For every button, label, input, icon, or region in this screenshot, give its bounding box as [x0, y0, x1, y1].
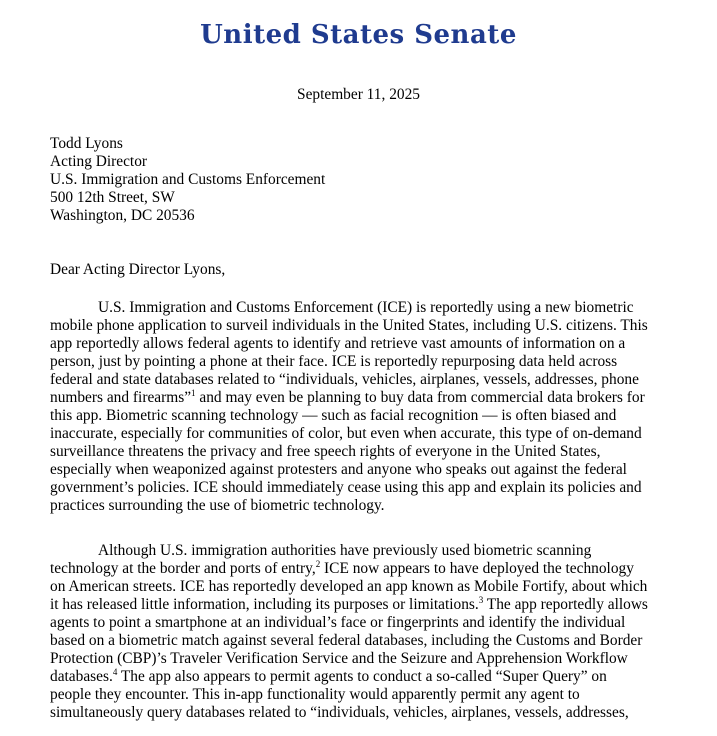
paragraph-2-line: based on a biometric match against several federal databases, including the Customs and Border: [50, 632, 643, 649]
recipient-name: Todd Lyons: [50, 135, 123, 152]
footnote-ref: 1: [191, 387, 196, 398]
paragraph-1-line: mobile phone application to surveil individuals in the United States, including U.S. citizens. This: [50, 317, 648, 334]
paragraph-2-text: databases.: [50, 668, 113, 685]
recipient-title: Acting Director: [50, 153, 148, 170]
paragraph-1-line: this app. Biometric scanning technology — such as facial recognition — is often biased and: [50, 407, 617, 424]
letterhead: United States Senate: [200, 20, 517, 50]
paragraph-1-line: surveillance threatens the privacy and free speech rights of everyone in the United States,: [50, 443, 601, 460]
paragraph-1-text: numbers and firearms”: [50, 389, 192, 406]
recipient-street: 500 12th Street, SW: [50, 189, 175, 206]
paragraph-1-line: federal and state databases related to “individuals, vehicles, airplanes, vessels, addresses, phone: [50, 371, 639, 388]
paragraph-2-text: technology at the border and ports of entry,: [50, 560, 316, 577]
letter-date: September 11, 2025: [297, 86, 420, 103]
paragraph-2-line: Although U.S. immigration authorities have previously used biometric scanning: [98, 542, 592, 559]
paragraph-1-line: practices surrounding the use of biometric technology.: [50, 497, 385, 514]
salutation: Dear Acting Director Lyons,: [50, 261, 226, 278]
paragraph-1-line: U.S. Immigration and Customs Enforcement (ICE) is reportedly using a new biometric: [98, 299, 634, 316]
paragraph-2-line: simultaneously query databases related to “individuals, vehicles, airplanes, vessels, addresses,: [50, 704, 629, 721]
paragraph-1-text: and may even be planning to buy data from commercial data brokers for: [195, 389, 645, 406]
footnote-ref: 3: [478, 594, 484, 605]
footnote-ref: 4: [112, 666, 118, 677]
paragraph-2-text: it has released little information, including its purposes or limitations.: [50, 596, 479, 613]
paragraph-2-line: on American streets. ICE has reportedly developed an app known as Mobile Fortify, about which: [50, 578, 648, 595]
paragraph-2-text: ICE now appears to have deployed the technology: [320, 560, 634, 577]
paragraph-2-line: [50, 560, 634, 578]
recipient-agency: U.S. Immigration and Customs Enforcement: [50, 171, 326, 188]
paragraph-2-line: [50, 596, 648, 614]
paragraph-1-line: government’s policies. ICE should immediately cease using this app and explain its policies and: [50, 479, 642, 496]
paragraph-2-line: people they encounter. This in-app functionality would apparently permit any agent to: [50, 686, 580, 703]
paragraph-1-line: app reportedly allows federal agents to identify and retrieve vast amounts of information on a: [50, 335, 626, 352]
paragraph-2-text: The app also appears to permit agents to conduct a so-called “Super Query” on: [117, 668, 607, 685]
paragraph-1-line: especially when weaponized against protesters and anyone who speaks out against the federal: [50, 461, 627, 478]
paragraph-2-line: [50, 668, 607, 686]
recipient-city: Washington, DC 20536: [50, 207, 195, 224]
paragraph-2-text: The app reportedly allows: [483, 596, 648, 613]
paragraph-2-line: agents to point a smartphone at an individual’s face or fingerprints and identify the individual: [50, 614, 626, 631]
paragraph-1-line: person, just by pointing a phone at their face. ICE is reportedly repurposing data held across: [50, 353, 618, 370]
paragraph-1-line: inaccurate, especially for communities of color, but even when accurate, this type of on-demand: [50, 425, 642, 442]
footnote-ref: 2: [315, 558, 321, 569]
paragraph-1-line: [50, 389, 645, 407]
paragraph-2-line: Protection (CBP)’s Traveler Verification Service and the Seizure and Apprehension Workflow: [50, 650, 628, 667]
